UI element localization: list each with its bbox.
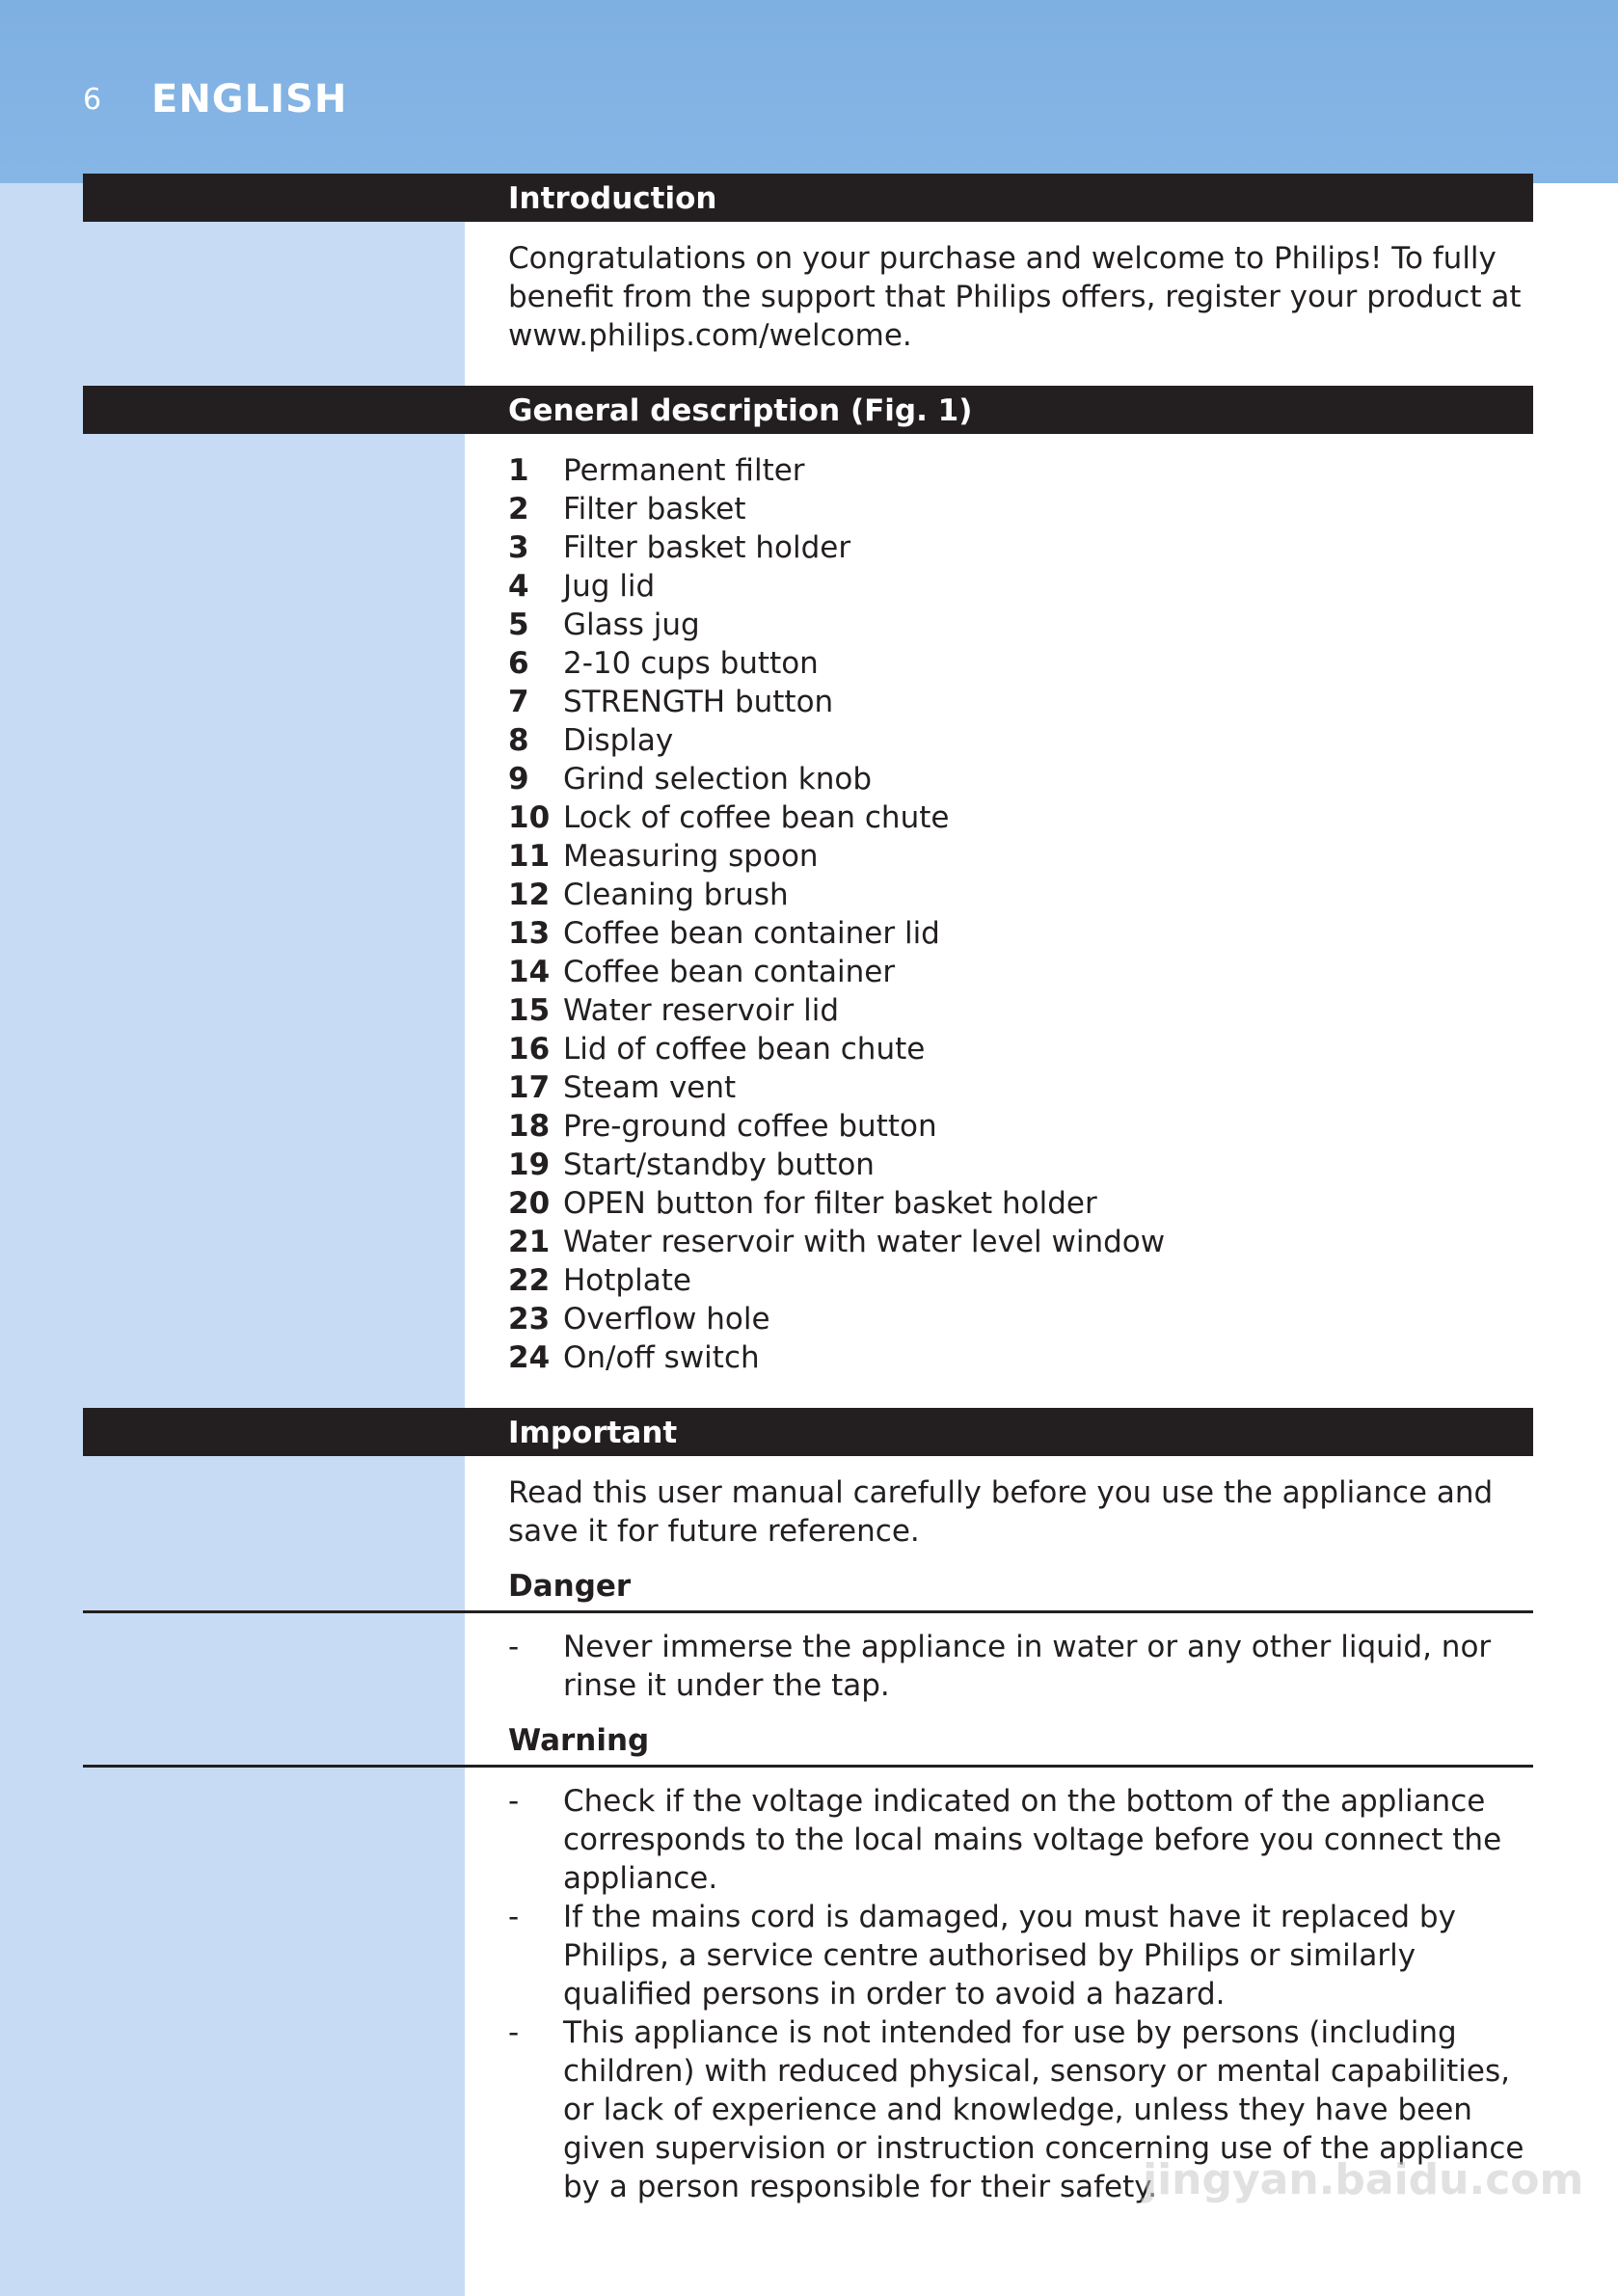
item-label: Water reservoir with water level window bbox=[563, 1225, 1166, 1259]
important-text: Read this user manual carefully before you use the appliance and save it for future reference. bbox=[508, 1475, 1494, 1549]
list-item bbox=[508, 1030, 1165, 1068]
section-bar-introduction bbox=[83, 174, 1533, 222]
item-label: Coffee bean container lid bbox=[563, 916, 940, 951]
item-label: Filter basket bbox=[563, 492, 746, 527]
list-item bbox=[508, 837, 1165, 876]
item-number: 16 bbox=[508, 1032, 551, 1067]
section-title-general-description: General description (Fig. 1) bbox=[508, 393, 973, 428]
list-item bbox=[508, 798, 1165, 837]
bullet-text: Never immerse the appliance in water or any other liquid, nor rinse it under the tap. bbox=[563, 1630, 1492, 1703]
bullet-dash: - bbox=[508, 2015, 520, 2050]
section-title-introduction: Introduction bbox=[508, 181, 717, 216]
list-item bbox=[508, 644, 1165, 683]
item-label: On/off switch bbox=[563, 1340, 760, 1375]
item-number: 15 bbox=[508, 993, 551, 1028]
item-number: 13 bbox=[508, 916, 551, 951]
bullet-text: This appliance is not intended for use by persons (including children) with reduced physical, sensory or mental capabilities, or lack of experience and knowledge, unless they have been given supervision or instruction concerning use of the appliance by a person responsible for their safety. bbox=[563, 2015, 1524, 2204]
item-label: Measuring spoon bbox=[563, 839, 819, 874]
language-heading: ENGLISH bbox=[151, 77, 348, 122]
warning-rule bbox=[83, 1765, 1533, 1768]
item-number: 7 bbox=[508, 685, 529, 719]
item-number: 21 bbox=[508, 1225, 551, 1259]
left-margin-column bbox=[0, 183, 465, 2296]
list-item bbox=[508, 1338, 1165, 1377]
item-label: Cleaning brush bbox=[563, 878, 789, 912]
list-item bbox=[508, 1300, 1165, 1338]
danger-rule bbox=[83, 1610, 1533, 1613]
section-bar-important bbox=[83, 1408, 1533, 1456]
item-label: Filter basket holder bbox=[563, 530, 851, 565]
bullet-dash: - bbox=[508, 1784, 520, 1819]
list-item bbox=[508, 567, 1165, 606]
item-number: 20 bbox=[508, 1186, 551, 1221]
item-number: 9 bbox=[508, 762, 529, 797]
list-item bbox=[508, 1898, 1540, 2013]
item-number: 24 bbox=[508, 1340, 551, 1375]
list-item bbox=[508, 451, 1165, 490]
list-item bbox=[508, 1068, 1165, 1107]
item-number: 5 bbox=[508, 608, 529, 642]
item-label: Coffee bean container bbox=[563, 955, 896, 989]
item-label: Permanent filter bbox=[563, 453, 805, 488]
list-item bbox=[508, 760, 1165, 798]
item-number: 19 bbox=[508, 1148, 551, 1182]
item-number: 10 bbox=[508, 800, 551, 835]
item-label: Lid of coffee bean chute bbox=[563, 1032, 926, 1067]
list-item bbox=[508, 1146, 1165, 1184]
list-item bbox=[508, 1261, 1165, 1300]
danger-heading: Danger bbox=[508, 1569, 632, 1604]
list-item bbox=[508, 991, 1165, 1030]
item-label: Pre-ground coffee button bbox=[563, 1109, 937, 1144]
item-label: Steam vent bbox=[563, 1070, 737, 1105]
list-item bbox=[508, 953, 1165, 991]
item-label: Lock of coffee bean chute bbox=[563, 800, 950, 835]
item-number: 2 bbox=[508, 492, 529, 527]
bullet-dash: - bbox=[508, 1630, 520, 1664]
list-item bbox=[508, 1107, 1165, 1146]
item-number: 4 bbox=[508, 569, 529, 604]
item-label: OPEN button for filter basket holder bbox=[563, 1186, 1097, 1221]
list-item bbox=[508, 721, 1165, 760]
warning-heading: Warning bbox=[508, 1723, 650, 1758]
item-number: 8 bbox=[508, 723, 529, 758]
watermark: jingyan.baidu.com bbox=[1143, 2155, 1584, 2204]
list-item bbox=[508, 876, 1165, 914]
item-number: 11 bbox=[508, 839, 551, 874]
item-label: STRENGTH button bbox=[563, 685, 834, 719]
bullet-dash: - bbox=[508, 1900, 520, 1934]
item-number: 22 bbox=[508, 1263, 551, 1298]
item-number: 3 bbox=[508, 530, 529, 565]
item-number: 18 bbox=[508, 1109, 551, 1144]
item-number: 23 bbox=[508, 1302, 551, 1337]
page-number: 6 bbox=[83, 83, 102, 117]
list-item bbox=[508, 1782, 1540, 1898]
list-item bbox=[508, 606, 1165, 644]
list-item bbox=[508, 1628, 1540, 1705]
item-number: 14 bbox=[508, 955, 551, 989]
bullet-text: If the mains cord is damaged, you must have it replaced by Philips, a service centre authorised by Philips or similarly qualified persons in order to avoid a hazard. bbox=[563, 1900, 1456, 2012]
item-label: Hotplate bbox=[563, 1263, 691, 1298]
introduction-text: Congratulations on your purchase and welcome to Philips! To fully benefit from the support that Philips offers, register your product at www.philips.com/welcome. bbox=[508, 241, 1522, 353]
item-number: 12 bbox=[508, 878, 551, 912]
section-title-important: Important bbox=[508, 1416, 678, 1450]
item-number: 17 bbox=[508, 1070, 551, 1105]
list-item bbox=[508, 683, 1165, 721]
danger-list bbox=[508, 1628, 1540, 1705]
list-item bbox=[508, 528, 1165, 567]
list-item bbox=[508, 490, 1165, 528]
item-label: Grind selection knob bbox=[563, 762, 872, 797]
item-label: Start/standby button bbox=[563, 1148, 875, 1182]
item-label: Glass jug bbox=[563, 608, 700, 642]
list-item bbox=[508, 1223, 1165, 1261]
section-bar-general-description bbox=[83, 386, 1533, 434]
item-number: 6 bbox=[508, 646, 529, 681]
parts-list bbox=[508, 451, 1165, 1377]
bullet-text: Check if the voltage indicated on the bottom of the appliance corresponds to the local mains voltage before you connect the appliance. bbox=[563, 1784, 1502, 1896]
item-label: Jug lid bbox=[563, 569, 656, 604]
item-label: Overflow hole bbox=[563, 1302, 770, 1337]
item-label: Water reservoir lid bbox=[563, 993, 840, 1028]
item-label: Display bbox=[563, 723, 674, 758]
list-item bbox=[508, 914, 1165, 953]
item-label: 2-10 cups button bbox=[563, 646, 819, 681]
warning-list bbox=[508, 1782, 1540, 2206]
item-number: 1 bbox=[508, 453, 529, 488]
list-item bbox=[508, 1184, 1165, 1223]
